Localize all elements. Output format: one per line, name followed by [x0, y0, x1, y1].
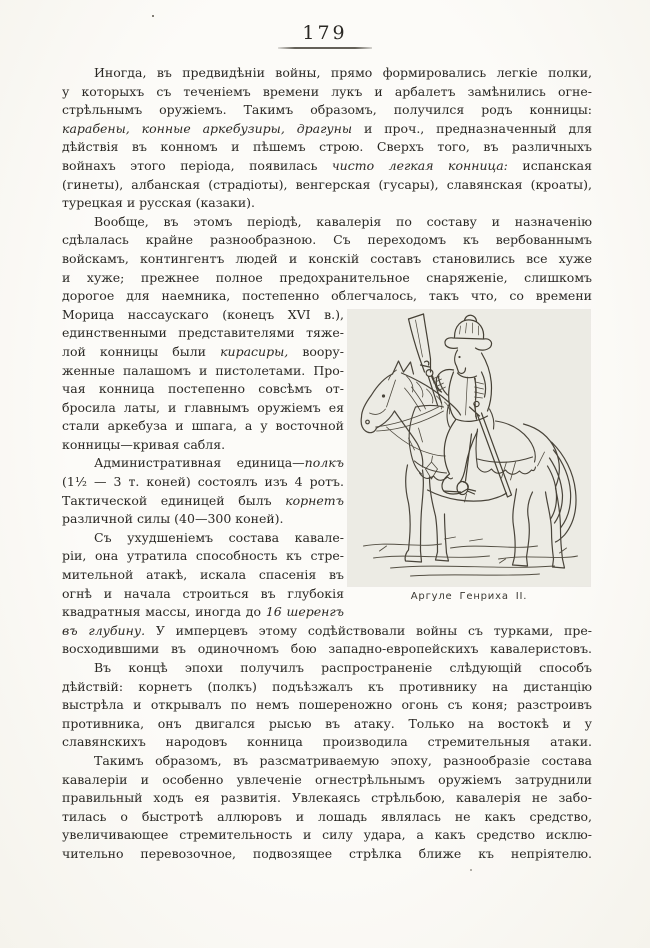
text-line: (гинеты), албанская (страдіоты), венгерская (гусары), славянская (кроаты), [62, 176, 592, 192]
paragraph [62, 752, 592, 864]
text-line: дѣйствія въ конномъ и пѣшемъ строю. Сверхъ того, въ различныхъ [62, 139, 592, 155]
text-line: славянскихъ народовъ конница производила стремительныя атаки. [62, 734, 592, 750]
text-line: Съ ухудшеніемъ состава кавале- [94, 529, 344, 545]
figure-canvas [348, 310, 590, 586]
paragraph [62, 659, 592, 752]
text-line: дорогое для наемника, постепенно облегчалось, такъ что, со времени [62, 288, 592, 304]
text-line: Административная единица—полкъ [94, 455, 344, 471]
text-line: ріи, она утратила способность къ стре- [62, 548, 344, 564]
page-header [0, 22, 650, 49]
text-line: Морица нассаускаго (конецъ XVI в.), [62, 306, 344, 322]
text-line: лой конницы были кирасиры, воору- [62, 343, 344, 359]
figure-arquebusier [348, 310, 590, 602]
text-line: Такимъ образомъ, въ разсматриваемую эпоху, разнообразіе состава [94, 752, 592, 768]
horseman-illustration [348, 310, 590, 586]
text-line: конницы—кривая сабля. [62, 436, 226, 452]
text-line: различной силы (40—300 коней). [62, 511, 284, 527]
figure-caption: Аргуле Генриха II. [410, 591, 528, 602]
text-line: женные палашомъ и пистолетами. Про- [62, 362, 344, 378]
text-line: бросила латы, и главнымъ оружіемъ ея [62, 399, 344, 415]
paragraph [62, 64, 592, 213]
text-line: турецкая и русская (казаки). [62, 195, 256, 211]
scan-speck [470, 869, 472, 871]
page-number: 179 [302, 22, 348, 44]
text-line: Вообще, въ этомъ періодѣ, кавалерія по составу и назначенію [94, 213, 592, 229]
text-line: чительно перевозочное, подвозящее стрѣлка ближе къ непріятелю. [62, 845, 592, 861]
text-line: чая конница постепенно совсѣмъ от- [62, 381, 344, 397]
text-line: войскамъ, контингентъ людей и конскій составъ становились все хуже [62, 250, 592, 266]
text-line: стрѣльнымъ оружіемъ. Такимъ образомъ, получился родъ конницы: [62, 102, 592, 118]
text-line: войнахъ этого періода, появилась чисто легкая конница: испанская [62, 157, 592, 173]
text-line: (1½ — 3 т. коней) состоялъ изъ 4 ротъ. [62, 474, 344, 490]
text-line: и хуже; прежнее полное предохранительное снаряженіе, слишкомъ [62, 269, 592, 285]
text-line: Въ концѣ эпохи получилъ распространеніе слѣдующій способъ [94, 660, 592, 675]
page-number-rule [278, 47, 372, 49]
text-line: Иногда, въ предвидѣніи войны, прямо формировались легкіе полки, [94, 65, 592, 80]
text-line: выстрѣла и открывалъ по немъ пошереножно огонь съ коня; разстроивъ [62, 697, 592, 713]
text-line: карабены, конные аркебузиры, драгуны и проч., предназначенный для [62, 120, 592, 136]
text-line: единственными представителями тяже- [62, 325, 344, 341]
text-line: тилась о быстротѣ аллюровъ и лошадь являлась не какъ средство, [62, 808, 592, 824]
text-line: противника, онъ двигался рысью въ атаку. Только на востокѣ и у [62, 715, 592, 731]
text-line: огнѣ и начала строиться въ глубокія [62, 585, 344, 601]
text-line: увеличивающее стремительность и силу удара, а какъ средство исклю- [62, 827, 592, 843]
text-line: восходившими въ одиночномъ бою западно-европейскихъ кавалеристовъ. [62, 641, 592, 657]
text-line: Тактической единицей былъ корнетъ [62, 492, 344, 508]
text-line: въ глубину. У имперцевъ этому содѣйствовали войны съ турками, пре- [62, 622, 592, 638]
text-line: у которыхъ съ теченіемъ времени лукъ и арбалетъ замѣнились огне- [62, 83, 592, 99]
text-line: стали аркебуза и шпага, а у восточной [62, 418, 344, 434]
text-line: правильный ходъ ея развитія. Увлекаясь стрѣльбою, кавалерія не забо- [62, 790, 592, 806]
text-line: дѣйствій: корнетъ (полкъ) подъѣзжалъ къ противнику на дистанцію [62, 678, 592, 694]
scan-speck [152, 15, 154, 17]
text-line: сдѣлалась крайне разнообразною. Съ переходомъ къ вербованнымъ [62, 232, 592, 248]
text-line: квадратныя массы, иногда до 16 шеренгъ [62, 604, 344, 620]
text-line: кавалеріи и особенно увлеченіе огнестрѣльнымъ оружіемъ затруднили [62, 771, 592, 787]
text-line: мительной атакѣ, искала спасенія въ [62, 567, 344, 583]
